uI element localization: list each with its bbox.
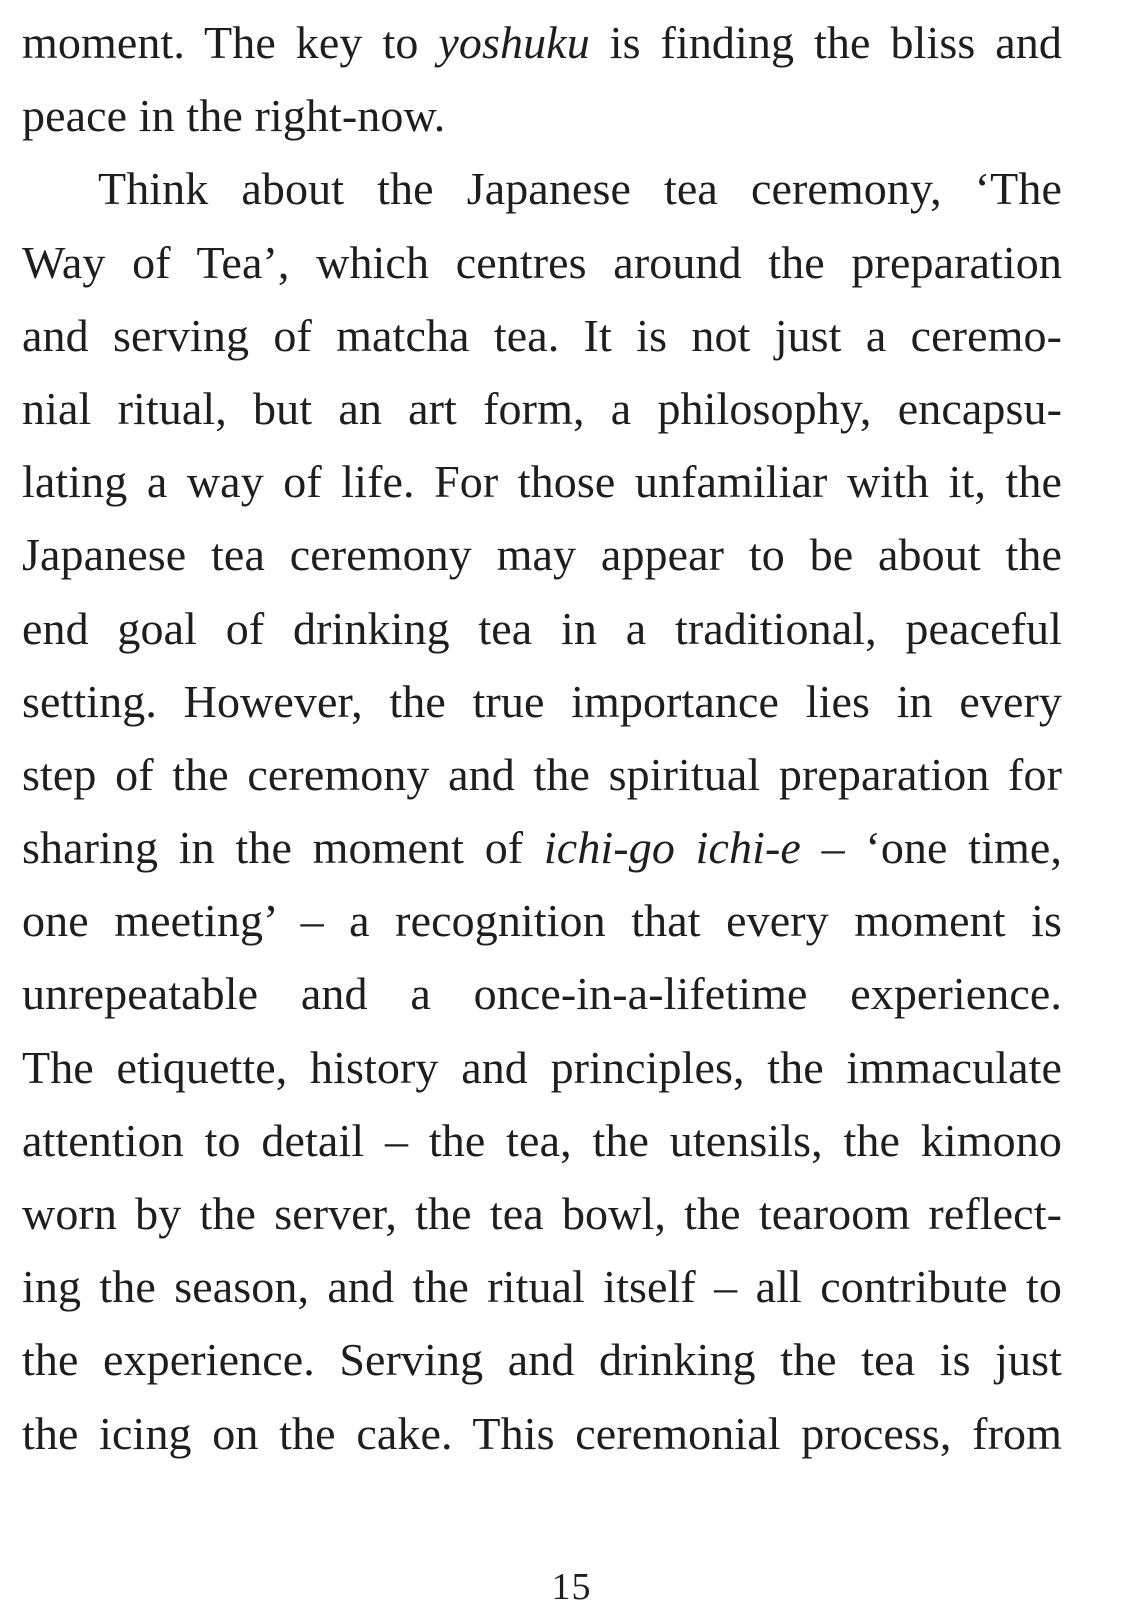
text-line: peace in the right-now. bbox=[22, 90, 446, 142]
text-line: attention to detail – the tea, the utensils, the kimono bbox=[22, 1114, 1062, 1166]
text-line: ing the season, and the ritual itself – all contribute to bbox=[22, 1261, 1062, 1313]
text-line: unrepeatable and a once-in-a-lifetime experience. bbox=[22, 968, 1062, 1020]
text-line: Think about the Japanese tea ceremony, ‘The bbox=[98, 163, 1062, 215]
text-line: one meeting’ – a recognition that every moment is bbox=[22, 895, 1062, 947]
text-line: moment. The key to yoshuku is finding the bliss and bbox=[22, 17, 1062, 68]
text-line: setting. However, the true importance lies in every bbox=[22, 675, 1062, 727]
text-line: lating a way of life. For those unfamiliar with it, the bbox=[22, 456, 1062, 508]
text-line: the icing on the cake. This ceremonial process, from bbox=[22, 1407, 1062, 1459]
text-line: worn by the server, the tea bowl, the tearoom reflect- bbox=[22, 1188, 1062, 1239]
text-line: nial ritual, but an art form, a philosophy, encapsu- bbox=[22, 382, 1062, 434]
italic-term: yoshuku bbox=[438, 17, 590, 68]
text-line: step of the ceremony and the spiritual preparation for bbox=[22, 748, 1062, 800]
italic-term: ichi-go ichi-e bbox=[543, 822, 801, 874]
text-line: Japanese tea ceremony may appear to be about the bbox=[22, 529, 1062, 581]
text-line: sharing in the moment of ichi-go ichi-e – ‘one time, bbox=[22, 822, 1062, 874]
body-text bbox=[22, 6, 1062, 1470]
page-number: 15 bbox=[551, 1566, 592, 1608]
text-line: The etiquette, history and principles, the immaculate bbox=[22, 1041, 1062, 1093]
text-line: and serving of matcha tea. It is not just a ceremo- bbox=[22, 309, 1062, 361]
text-line: the experience. Serving and drinking the tea is just bbox=[22, 1334, 1062, 1386]
text-line: end goal of drinking tea in a traditional, peaceful bbox=[22, 602, 1062, 654]
text-line: Way of Tea’, which centres around the preparation bbox=[22, 236, 1062, 288]
